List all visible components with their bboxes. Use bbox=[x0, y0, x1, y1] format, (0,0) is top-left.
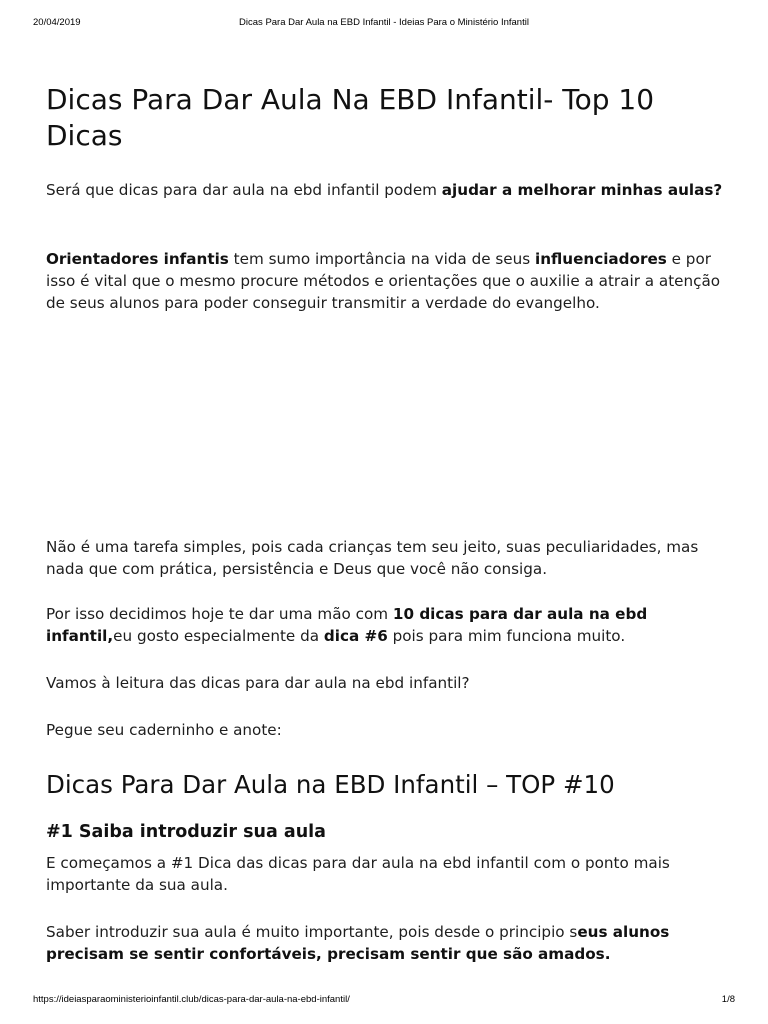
article-title: Dicas Para Dar Aula Na EBD Infantil- Top 10 Dicas bbox=[46, 83, 655, 152]
tip1-title: #1 Saiba introduzir sua aula bbox=[46, 822, 326, 842]
orientadores-text-1: tem sumo importância na vida de seus bbox=[228, 250, 536, 268]
leitura-paragraph: Vamos à leitura das dicas para dar aula na ebd infantil? bbox=[46, 674, 470, 692]
dez-dicas-bold: 10 dicas para dar aula na ebd infantil, bbox=[46, 605, 648, 645]
orientadores-bold: Orientadores infantis bbox=[46, 250, 229, 268]
section-title: Dicas Para Dar Aula na EBD Infantil – TOP #10 bbox=[46, 770, 615, 799]
print-date: 20/04/2019 bbox=[33, 17, 81, 28]
caderninho-paragraph: Pegue seu caderninho e anote: bbox=[46, 721, 282, 739]
decidimos-text-1: Por isso decidimos hoje te dar uma mão com bbox=[46, 605, 393, 623]
tip1-bold: eus alunos precisam se sentir confortáveis, precisam sentir que são amados. bbox=[46, 923, 670, 963]
tip1-text: Saber introduzir sua aula é muito importante, pois desde o principio s bbox=[46, 923, 578, 941]
decidimos-text-2: eu gosto especialmente da bbox=[113, 627, 324, 645]
page-number: 1/8 bbox=[721, 994, 735, 1005]
decidimos-text-3: pois para mim funciona muito. bbox=[387, 627, 626, 645]
intro-bold: ajudar a melhorar minhas aulas? bbox=[441, 181, 723, 199]
decidimos-paragraph bbox=[46, 603, 736, 647]
intro-paragraph bbox=[46, 179, 736, 201]
tarefa-paragraph: Não é uma tarefa simples, pois cada crianças tem seu jeito, suas peculiaridades, mas nada que com prática, persistência e Deus que você não consiga. bbox=[46, 538, 699, 578]
print-footer bbox=[0, 994, 768, 1008]
page-url: https://ideiasparaoministerioinfantil.club/dicas-para-dar-aula-na-ebd-infantil/ bbox=[33, 994, 350, 1005]
tip1-paragraph-1: E começamos a #1 Dica das dicas para dar aula na ebd infantil com o ponto mais importante da sua aula. bbox=[46, 854, 670, 894]
print-page-title: Dicas Para Dar Aula na EBD Infantil - Ideias Para o Ministério Infantil bbox=[239, 17, 529, 28]
dica-6-bold: dica #6 bbox=[323, 627, 388, 645]
intro-text: Será que dicas para dar aula na ebd infantil podem bbox=[46, 181, 442, 199]
influenciadores-bold: influenciadores bbox=[535, 250, 667, 268]
orientadores-text-2: e por isso é vital que o mesmo procure métodos e orientações que o auxilie a atrair a atenção de seus alunos para poder conseguir transmitir a verdade do evangelho. bbox=[46, 250, 721, 312]
tip1-paragraph-2 bbox=[46, 921, 736, 965]
print-header bbox=[0, 17, 768, 31]
orientadores-paragraph bbox=[46, 248, 736, 314]
